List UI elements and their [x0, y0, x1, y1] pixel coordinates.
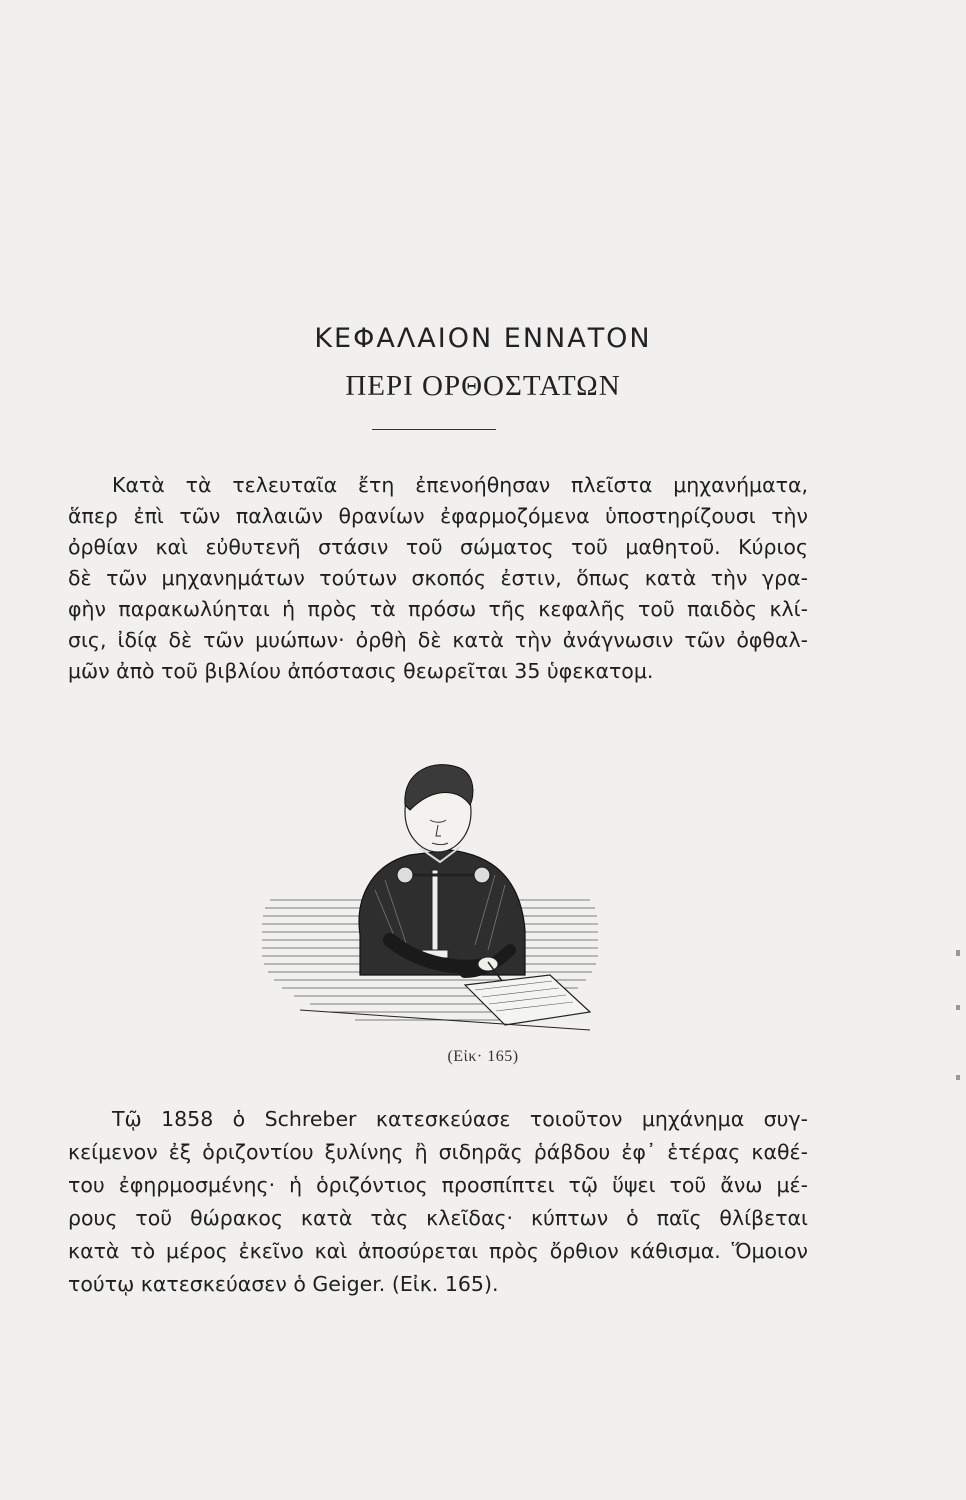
paragraph-2	[68, 1103, 808, 1301]
text-line: κατὰ τὸ μέρος ἐκεῖνο καὶ ἀποσύρεται πρὸς ὄρθιον κάθισμα. Ὅμοιον	[68, 1239, 808, 1263]
text-line: φὴν παρακωλύηται ἡ πρὸς τὰ πρόσω τῆς κεφαλῆς τοῦ παιδὸς κλί-	[68, 597, 808, 621]
text-line: δὲ τῶν μηχανημάτων τούτων σκοπός ἐστιν, ὅπως κατὰ τὴν γρα-	[68, 566, 808, 590]
page-edge-mark	[956, 1075, 960, 1080]
text-line: τούτῳ κατεσκεύασεν ὁ Geiger. (Εἰκ. 165).	[68, 1272, 499, 1296]
chapter-heading: ΚΕΦΑΛΑΙΟΝ ΕΝΝΑΤΟΝ	[314, 323, 652, 354]
text-line: ρους τοῦ θώρακος κατὰ τὰς κλεῖδας· κύπτων ὁ παῖς θλίβεται	[68, 1206, 808, 1230]
text-line: ἅπερ ἐπὶ τῶν παλαιῶν θρανίων ἐφαρμοζόμενα ὑποστηρίζουσι τὴν	[68, 504, 808, 528]
chapter-title: ΠΕΡΙ ΟΡΘΟΣΤΑΤΩΝ	[345, 370, 621, 402]
text-line: κείμενον ἐξ ὁριζοντίου ξυλίνης ἢ σιδηρᾶς ῥάβδου ἐφ᾽ ἑτέρας καθέ-	[68, 1140, 808, 1164]
figure-caption: (Εἰκ· 165)	[447, 1048, 519, 1065]
page-edge-mark	[956, 1005, 960, 1010]
page-edge-mark	[956, 950, 960, 956]
text-line: σις, ἰδίᾳ δὲ τῶν μυώπων· ὀρθὴ δὲ κατὰ τὴν ἀνάγνωσιν τῶν ὀφθαλ-	[68, 628, 808, 652]
text-line: Τῷ 1858 ὁ Schreber κατεσκεύασε τοιοῦτον μηχάνημα συγ-	[112, 1107, 808, 1131]
paragraph-1	[68, 470, 808, 687]
text-line: Κατὰ τὰ τελευταῖα ἔτη ἐπενοήθησαν πλεῖστα μηχανήματα,	[112, 473, 808, 497]
text-line: μῶν ἀπὸ τοῦ βιβλίου ἀπόστασις θεωρεῖται 35 ὑφεκατομ.	[68, 659, 654, 683]
title-divider	[372, 429, 496, 430]
engraving-boy-with-posture-support	[260, 750, 600, 1035]
text-line: του ἐφηρμοσμένης· ἡ ὁριζόντιος προσπίπτει τῷ ὕψει τοῦ ἄνω μέ-	[68, 1173, 808, 1197]
text-line: ὀρθίαν καὶ εὐθυτενῆ στάσιν τοῦ σώματος τοῦ μαθητοῦ. Κύριος	[68, 535, 808, 559]
